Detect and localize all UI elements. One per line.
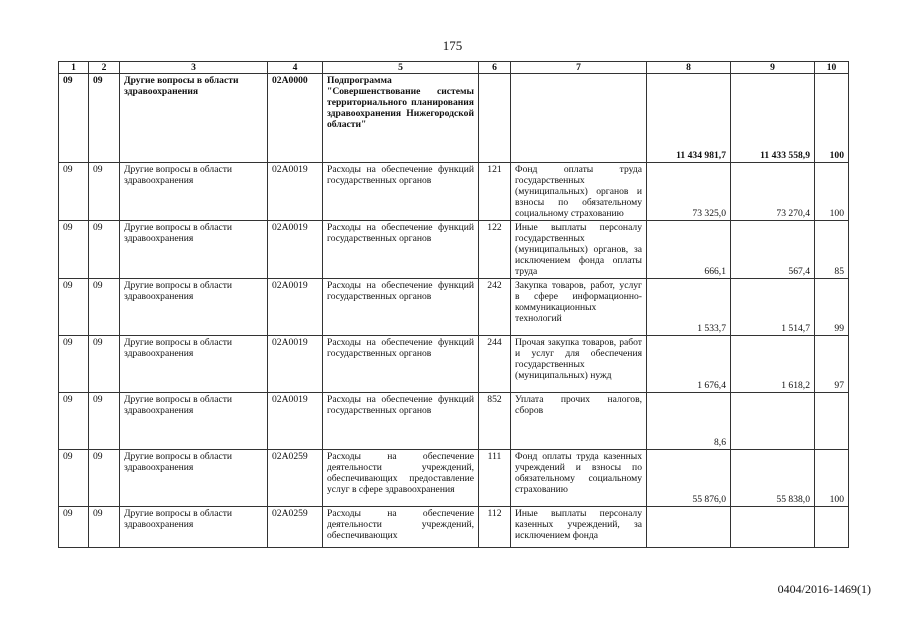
cell-actual: 55 838,0 (731, 450, 815, 507)
table-row (59, 279, 849, 336)
col-header: 6 (479, 62, 511, 74)
table-row (59, 450, 849, 507)
cell-planned: 55 876,0 (647, 450, 731, 507)
cell-section-name: Другие вопросы в области здравоохранения (120, 74, 268, 163)
cell-planned: 1 533,7 (647, 279, 731, 336)
cell-target-code: 02А0000 (268, 74, 323, 163)
cell-target-code: 02А0259 (268, 450, 323, 507)
cell-section: 09 (59, 221, 89, 279)
col-header: 4 (268, 62, 323, 74)
cell-planned: 1 676,4 (647, 336, 731, 393)
cell-section: 09 (59, 163, 89, 221)
table-row (59, 336, 849, 393)
col-header: 5 (323, 62, 479, 74)
header-row (59, 62, 849, 74)
cell-target-code: 02А0019 (268, 221, 323, 279)
col-header: 9 (731, 62, 815, 74)
cell-section-name: Другие вопросы в области здравоохранения (120, 279, 268, 336)
cell-expense-code: 122 (479, 221, 511, 279)
page-number: 175 (442, 38, 463, 53)
cell-expense-name: Закупка товаров, работ, услуг в сфере информационно-коммуникационных технологий (511, 279, 647, 336)
cell-section: 09 (59, 450, 89, 507)
cell-subsection: 09 (89, 336, 120, 393)
cell-expense-name: Уплата прочих налогов, сборов (511, 393, 647, 450)
col-header: 2 (89, 62, 120, 74)
cell-percent (815, 393, 849, 450)
cell-subsection: 09 (89, 163, 120, 221)
table-row (59, 507, 849, 548)
cell-target-name: Расходы на обеспечение функций государственных органов (323, 221, 479, 279)
cell-percent: 100 (815, 163, 849, 221)
budget-table (58, 61, 849, 548)
cell-section: 09 (59, 336, 89, 393)
cell-target-name: Расходы на обеспечение функций государственных органов (323, 279, 479, 336)
cell-expense-code: 242 (479, 279, 511, 336)
cell-actual (731, 393, 815, 450)
cell-section-name: Другие вопросы в области здравоохранения (120, 163, 268, 221)
cell-planned (647, 507, 731, 548)
cell-section: 09 (59, 74, 89, 163)
cell-subsection: 09 (89, 221, 120, 279)
cell-actual: 567,4 (731, 221, 815, 279)
cell-percent: 97 (815, 336, 849, 393)
cell-target-name: Расходы на обеспечение функций государственных органов (323, 163, 479, 221)
cell-planned: 666,1 (647, 221, 731, 279)
cell-section-name: Другие вопросы в области здравоохранения (120, 393, 268, 450)
cell-expense-code: 112 (479, 507, 511, 548)
cell-planned: 8,6 (647, 393, 731, 450)
cell-subsection: 09 (89, 393, 120, 450)
cell-expense-name: Фонд оплаты труда казенных учреждений и взносы по обязательному социальному страхованию (511, 450, 647, 507)
cell-target-code: 02А0259 (268, 507, 323, 548)
col-header: 10 (815, 62, 849, 74)
cell-actual: 1 514,7 (731, 279, 815, 336)
col-header: 1 (59, 62, 89, 74)
cell-actual: 1 618,2 (731, 336, 815, 393)
cell-target-code: 02А0019 (268, 393, 323, 450)
cell-section-name: Другие вопросы в области здравоохранения (120, 336, 268, 393)
cell-expense-name: Прочая закупка товаров, работ и услуг для обеспечения государственных (муниципальных) нужд (511, 336, 647, 393)
cell-expense-name (511, 74, 647, 163)
cell-target-name: Расходы на обеспечение деятельности учреждений, обеспечивающих предоставление услуг в сфере здравоохранения (323, 450, 479, 507)
cell-section-name: Другие вопросы в области здравоохранения (120, 507, 268, 548)
cell-percent: 99 (815, 279, 849, 336)
cell-subsection: 09 (89, 450, 120, 507)
cell-actual (731, 507, 815, 548)
col-header: 8 (647, 62, 731, 74)
col-header: 7 (511, 62, 647, 74)
cell-target-name: Расходы на обеспечение функций государственных органов (323, 393, 479, 450)
cell-percent (815, 507, 849, 548)
document-id: 0404/2016-1469(1) (777, 582, 871, 596)
cell-section: 09 (59, 279, 89, 336)
cell-expense-code: 121 (479, 163, 511, 221)
table-row (59, 74, 849, 163)
cell-target-code: 02А0019 (268, 336, 323, 393)
table-row (59, 221, 849, 279)
col-header: 3 (120, 62, 268, 74)
cell-subsection: 09 (89, 74, 120, 163)
cell-expense-code: 111 (479, 450, 511, 507)
cell-percent: 100 (815, 450, 849, 507)
cell-target-code: 02А0019 (268, 163, 323, 221)
cell-expense-name: Иные выплаты персоналу государственных (муниципальных) органов, за исключением фонда оплаты труда (511, 221, 647, 279)
table-row (59, 393, 849, 450)
cell-target-name: Подпрограмма "Совершенствование системы территориального планирования здравоохранения Нижегородской области" (323, 74, 479, 163)
cell-percent: 85 (815, 221, 849, 279)
cell-expense-name: Иные выплаты персоналу казенных учреждений, за исключением фонда (511, 507, 647, 548)
cell-section-name: Другие вопросы в области здравоохранения (120, 450, 268, 507)
cell-section: 09 (59, 507, 89, 548)
cell-actual: 11 433 558,9 (731, 74, 815, 163)
cell-expense-code (479, 74, 511, 163)
cell-section: 09 (59, 393, 89, 450)
cell-percent: 100 (815, 74, 849, 163)
cell-expense-name: Фонд оплаты труда государственных (муниципальных) органов и взносы по обязательному социальному страхованию (511, 163, 647, 221)
table-row (59, 163, 849, 221)
cell-subsection: 09 (89, 279, 120, 336)
cell-actual: 73 270,4 (731, 163, 815, 221)
cell-subsection: 09 (89, 507, 120, 548)
cell-section-name: Другие вопросы в области здравоохранения (120, 221, 268, 279)
cell-target-name: Расходы на обеспечение функций государственных органов (323, 336, 479, 393)
cell-expense-code: 852 (479, 393, 511, 450)
cell-expense-code: 244 (479, 336, 511, 393)
cell-target-name: Расходы на обеспечение деятельности учреждений, обеспечивающих (323, 507, 479, 548)
cell-planned: 11 434 981,7 (647, 74, 731, 163)
cell-target-code: 02А0019 (268, 279, 323, 336)
cell-planned: 73 325,0 (647, 163, 731, 221)
